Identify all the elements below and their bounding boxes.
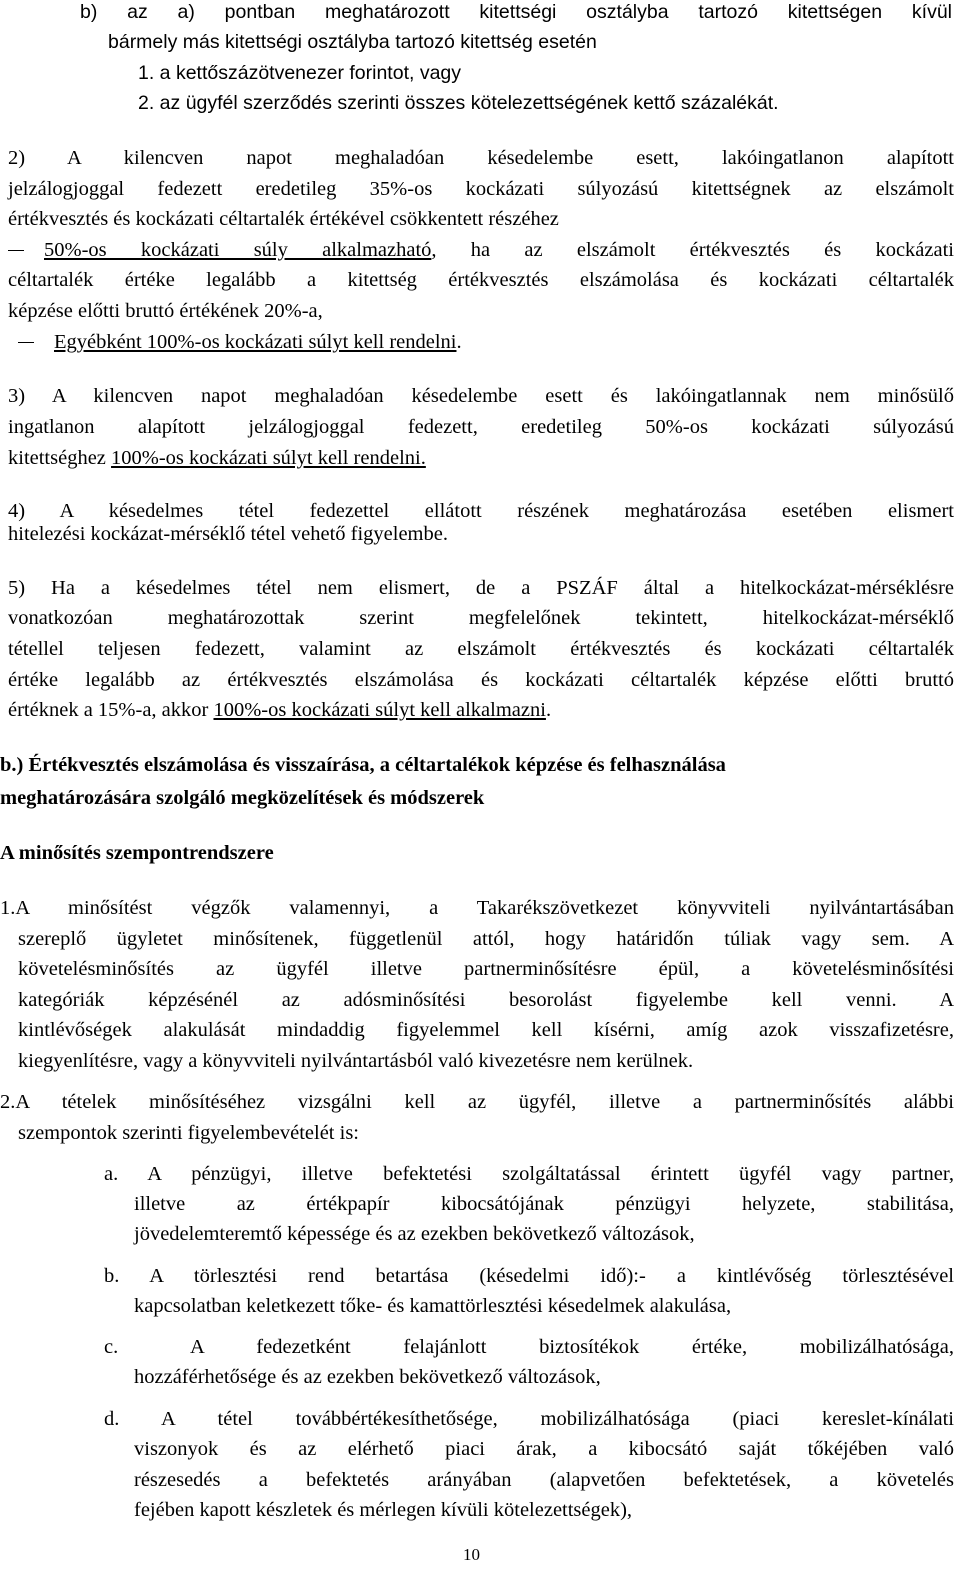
para2-line-6: képzése előtti bruttó értékének 20%-a, <box>8 300 323 322</box>
sub-c-label: c. <box>104 1336 119 1358</box>
dash-bullet <box>18 342 34 343</box>
para5-line-4: értéke legalább az értékvesztés elszámolása és kockázati céltartalék képzése előtti bruttó <box>8 669 954 691</box>
sub-c-line-1: A fedezetként felajánlott biztosítékok értéke, mobilizálhatósága, <box>190 1336 954 1358</box>
heading-b-line-2: meghatározására szolgáló megközelítések és módszerek <box>0 787 485 809</box>
heading-minosites: A minősítés szempontrendszere <box>0 842 274 864</box>
section-b-line-2: bármely más kitettségi osztályba tartozó kitettség esetén <box>108 31 597 53</box>
sub-a-line-2: illetve az értékpapír kibocsátójának pénzügyi helyzete, stabilitása, <box>134 1193 954 1215</box>
sub-a-line-3: jövedelemteremtő képessége és az ezekben bekövetkező változások, <box>134 1223 695 1245</box>
para5-line-5-end: . <box>545 699 552 721</box>
para2-line-1: 2) A kilencven napot meghaladóan késedelembe esett, lakóingatlanon alapított <box>8 147 954 169</box>
section-b-item-1: 1. a kettőszázötvenezer forintot, vagy <box>138 62 462 84</box>
para5-line-1: 5) Ha a késedelmes tétel nem elismert, de a PSZÁF által a hitelkockázat-mérséklésre <box>8 577 954 599</box>
para4-line-2: hitelezési kockázat-mérséklő tétel vehető figyelembe. <box>8 523 448 545</box>
para2-underlined-text-2: Egyébként 100%-os kockázati súlyt kell rendelni <box>54 331 457 353</box>
list2-line-1: 2.A tételek minősítéséhez vizsgálni kell az ügyfél, illetve a partnerminősítés alábbi <box>0 1091 954 1113</box>
para3-line-3-pre: kitettséghez <box>8 447 112 469</box>
list1-line-2: szereplő ügyletet minősítenek, függetlenül attól, hogy határidőn túliak vagy sem. A <box>18 928 954 950</box>
list1-line-5: kintlévőségek alakulását mindaddig figyelemmel kell kísérni, amíg azok visszafizetésre, <box>18 1019 954 1041</box>
para5-line-2: vonatkozóan meghatározottak szerint megfelelőnek tekintett, hitelkockázat-mérséklő <box>8 607 954 629</box>
para4-line-1: 4) A késedelmes tétel fedezettel ellátott részének meghatározása esetében elismert <box>8 500 954 522</box>
list1-line-4: kategóriák képzésénél az adósminősítési besorolást figyelembe kell venni. A <box>18 989 954 1011</box>
para2-line-4-rest: , ha az elszámolt értékvesztés és kockázati <box>431 239 954 261</box>
list1-line-6: kiegyenlítésre, vagy a könyvviteli nyilvántartásból való kivezetésre nem kerülnek. <box>18 1050 694 1072</box>
section-b-line-1: b) az a) pontban meghatározott kitettségi osztályba tartozó kitettségen kívül <box>80 1 952 23</box>
para2-line-7-end: . <box>456 331 462 353</box>
para2-line-5: céltartalék értéke legalább a kitettség értékvesztés elszámolása és kockázati céltartalék <box>8 269 954 291</box>
sub-b-line-1: b. A törlesztési rend betartása (késedelmi idő):- a kintlévőség törlesztésével <box>104 1265 954 1287</box>
para3-line-2: ingatlanon alapított jelzálogjoggal fedezett, eredetileg 50%-os kockázati súlyozású <box>8 416 954 438</box>
para2-underlined-text: 50%-os kockázati súly alkalmazható <box>44 239 432 261</box>
list1-line-1: 1.A minősítést végzők valamennyi, a Takarékszövetkezet könyvviteli nyilvántartásában <box>0 897 954 919</box>
section-b-item-2: 2. az ügyfél szerződés szerinti összes kötelezettségének kettő százalékát. <box>138 92 779 114</box>
para2-line-7 <box>18 330 462 354</box>
para2-line-4 <box>8 238 954 262</box>
para3-line-1: 3) A kilencven napot meghaladóan késedelembe esett és lakóingatlannak nem minősülő <box>8 385 954 407</box>
para2-line-2: jelzálogjoggal fedezett eredetileg 35%-os kockázati súlyozású kitettségnek az elszámolt <box>8 178 954 200</box>
sub-d-line-4: fejében kapott készletek és mérlegen kívüli kötelezettségek), <box>134 1499 633 1521</box>
sub-d-line-2: viszonyok és az elérhető piaci árak, a kibocsátó saját tőkéjében való <box>134 1438 954 1460</box>
para3-line-3 <box>8 446 426 470</box>
sub-d-line-1: d. A tétel továbbértékesíthetősége, mobilizálhatósága (piaci kereslet-kínálati <box>104 1408 954 1430</box>
sub-a-line-1: a. A pénzügyi, illetve befektetési szolgáltatással érintett ügyfél vagy partner, <box>104 1163 954 1185</box>
para5-line-3: tétellel teljesen fedezett, valamint az elszámolt értékvesztés és kockázati céltartalék <box>8 638 954 660</box>
sub-c-line-2: hozzáférhetősége és az ezekben bekövetkező változások, <box>134 1366 601 1388</box>
sub-d-line-3: részesedés a befektetés arányában (alapvetően befektetések, a követelés <box>134 1469 954 1491</box>
heading-b-line-1: b.) Értékvesztés elszámolása és visszaírása, a céltartalékok képzése és felhasználása <box>0 754 726 776</box>
sub-b-line-2: kapcsolatban keletkezett tőke- és kamattörlesztési késedelmek alakulása, <box>134 1295 732 1317</box>
dash-bullet <box>8 250 24 251</box>
para5-line-5-pre: értéknek a 15%-a, akkor <box>8 699 214 721</box>
page-number: 10 <box>463 1545 480 1564</box>
para2-line-3: értékvesztés és kockázati céltartalék értékével csökkentett részéhez <box>8 208 559 230</box>
para3-underlined-text: 100%-os kockázati súlyt kell rendelni. <box>111 447 426 469</box>
list1-line-3: követelésminősítés az ügyfél illetve partnerminősítésre épül, a követelésminősítési <box>18 958 954 980</box>
list2-line-2: szempontok szerinti figyelembevételét is: <box>18 1122 359 1144</box>
para5-underlined-text: 100%-os kockázati súlyt kell alkalmazni <box>213 699 546 721</box>
para5-line-5 <box>8 698 551 722</box>
